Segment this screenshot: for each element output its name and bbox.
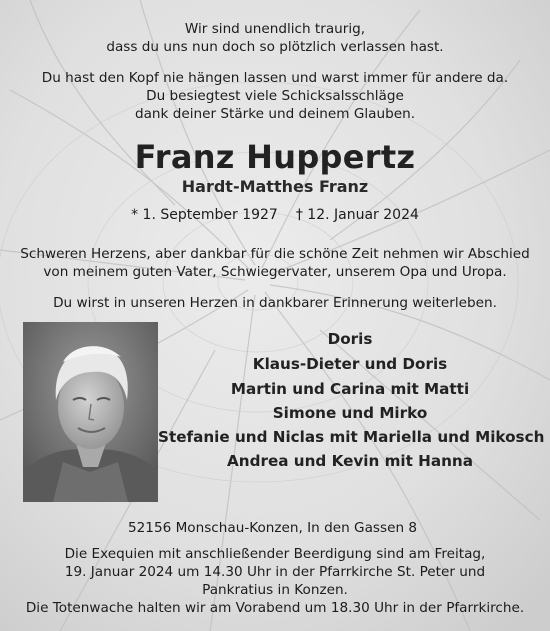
mourner-1: Doris bbox=[327, 330, 373, 348]
farewell-line-3: Du wirst in unseren Herzen in dankbarer Erinnerung weiterleben. bbox=[53, 295, 497, 311]
verse-line-2: Du besiegtest viele Schicksalsschläge bbox=[146, 88, 404, 104]
mourner-2: Klaus-Dieter und Doris bbox=[252, 355, 448, 373]
mourner-3: Martin und Carina mit Matti bbox=[230, 380, 470, 398]
farewell-line-1: Schweren Herzens, aber dankbar für die schöne Zeit nehmen wir Abschied bbox=[20, 246, 530, 262]
intro-line-1: Wir sind unendlich traurig, bbox=[184, 21, 366, 37]
service-line-1: Die Exequien mit anschließender Beerdigung sind am Freitag, bbox=[64, 546, 486, 562]
deceased-name: Franz Huppertz bbox=[134, 138, 416, 176]
mourner-5: Stefanie und Niclas mit Mariella und Mikosch bbox=[158, 428, 545, 446]
service-line-3: Pankratius in Konzen. bbox=[202, 582, 348, 598]
service-line-4: Die Totenwache halten wir am Vorabend um 18.30 Uhr in der Pfarrkirche. bbox=[25, 600, 525, 616]
deceased-alias: Hardt-Matthes Franz bbox=[181, 177, 369, 196]
death-date: † 12. Januar 2024 bbox=[295, 207, 419, 223]
verse-line-3: dank deiner Stärke und deinem Glauben. bbox=[134, 106, 416, 122]
address: 52156 Monschau-Konzen, In den Gassen 8 bbox=[128, 520, 418, 536]
farewell-line-2: von meinem guten Vater, Schwiegervater, unserem Opa und Uropa. bbox=[43, 264, 507, 280]
birth-date: * 1. September 1927 bbox=[131, 207, 278, 223]
mourner-6: Andrea und Kevin mit Hanna bbox=[227, 452, 473, 470]
mourner-4: Simone und Mirko bbox=[272, 404, 428, 422]
intro-line-2: dass du uns nun doch so plötzlich verlassen hast. bbox=[106, 39, 444, 55]
life-dates bbox=[0, 206, 550, 224]
verse-line-1: Du hast den Kopf nie hängen lassen und warst immer für andere da. bbox=[41, 70, 509, 86]
service-line-2: 19. Januar 2024 um 14.30 Uhr in der Pfarrkirche St. Peter und bbox=[64, 564, 486, 580]
portrait-photo bbox=[23, 322, 158, 502]
